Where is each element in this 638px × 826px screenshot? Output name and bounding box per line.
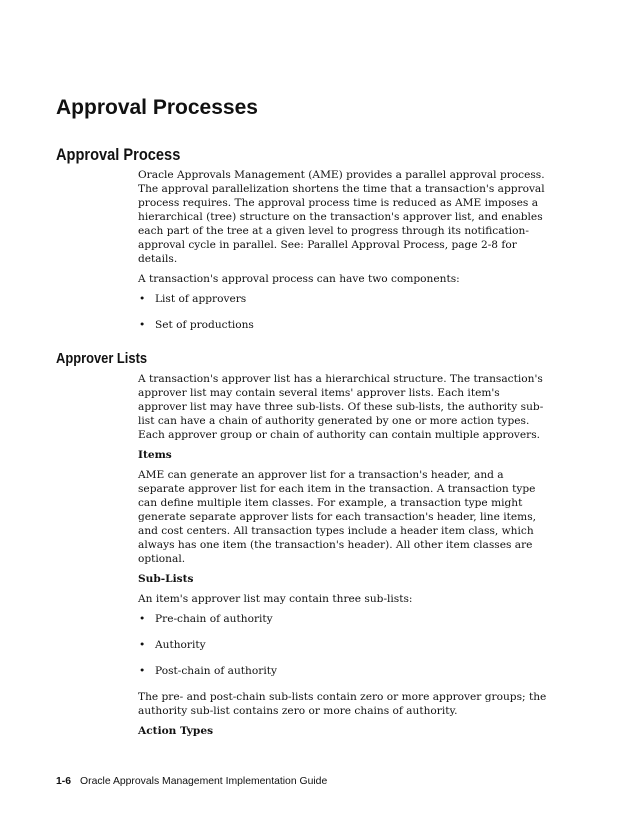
list-item bbox=[138, 638, 550, 652]
list-item-text: Post-chain of authority bbox=[155, 665, 277, 677]
list-item bbox=[138, 612, 550, 626]
list-item-text: Pre-chain of authority bbox=[155, 613, 273, 625]
components-intro: A transaction's approval process can have two components: bbox=[138, 273, 460, 285]
list-item bbox=[138, 292, 550, 306]
approval-process-paragraph: Oracle Approvals Management (AME) provides a parallel approval process. The approval parallelization shortens the time that a transaction's approval process requires. The approval process time is reduced as AME imposes a hierarchical (tree) structure on the transaction's approver list, and enables each part of the tree at a given level to progress through its notification-approval cycle in parallel. See: Parallel Approval Process, page 2-8 for details. bbox=[138, 169, 545, 265]
list-item-text: Authority bbox=[155, 639, 206, 651]
list-item-text: List of approvers bbox=[155, 293, 247, 305]
bullet-icon: • bbox=[139, 613, 146, 625]
sub-lists-list bbox=[138, 612, 550, 678]
sub-lists-paragraph: The pre- and post-chain sub-lists contain zero or more approver groups; the authority sub-list contains zero or more chains of authority. bbox=[138, 691, 547, 717]
items-subheading: Items bbox=[138, 449, 172, 461]
list-item-text: Set of productions bbox=[155, 319, 254, 331]
approval-process-body bbox=[138, 168, 550, 344]
bullet-icon: • bbox=[139, 293, 146, 305]
items-paragraph: AME can generate an approver list for a transaction's header, and a separate approver list for each item in the transaction. A transaction type can define multiple item classes. For example, a transaction type might generate separate approver lists for each transaction's header, line items, and cost centers. All transaction types include a header item class, which always has one item (the transaction's header). All other item classes are optional. bbox=[138, 469, 537, 565]
sub-lists-subheading: Sub-Lists bbox=[138, 573, 194, 585]
sub-lists-intro: An item's approver list may contain three sub-lists: bbox=[138, 593, 413, 605]
bullet-icon: • bbox=[139, 639, 146, 651]
section-heading-approval-process: Approval Process bbox=[56, 145, 181, 164]
approver-lists-body bbox=[138, 372, 550, 744]
page-footer bbox=[56, 776, 327, 787]
approver-lists-paragraph: A transaction's approver list has a hierarchical structure. The transaction's approver list may contain several items' approver lists. Each item's approver list may have three sub-lists. Of these sub-lists, the authority sub-list can have a chain of authority generated by one or more action types. Each approver group or chain of authority can contain multiple approvers. bbox=[138, 373, 544, 441]
chapter-title: Approval Processes bbox=[56, 96, 258, 119]
page-number: 1-6 bbox=[56, 776, 72, 787]
action-types-subheading: Action Types bbox=[138, 725, 214, 737]
components-list bbox=[138, 292, 550, 332]
list-item bbox=[138, 318, 550, 332]
list-item bbox=[138, 664, 550, 678]
guide-title: Oracle Approvals Management Implementation Guide bbox=[80, 776, 328, 787]
bullet-icon: • bbox=[139, 319, 146, 331]
bullet-icon: • bbox=[139, 665, 146, 677]
section-heading-approver-lists: Approver Lists bbox=[56, 350, 148, 367]
